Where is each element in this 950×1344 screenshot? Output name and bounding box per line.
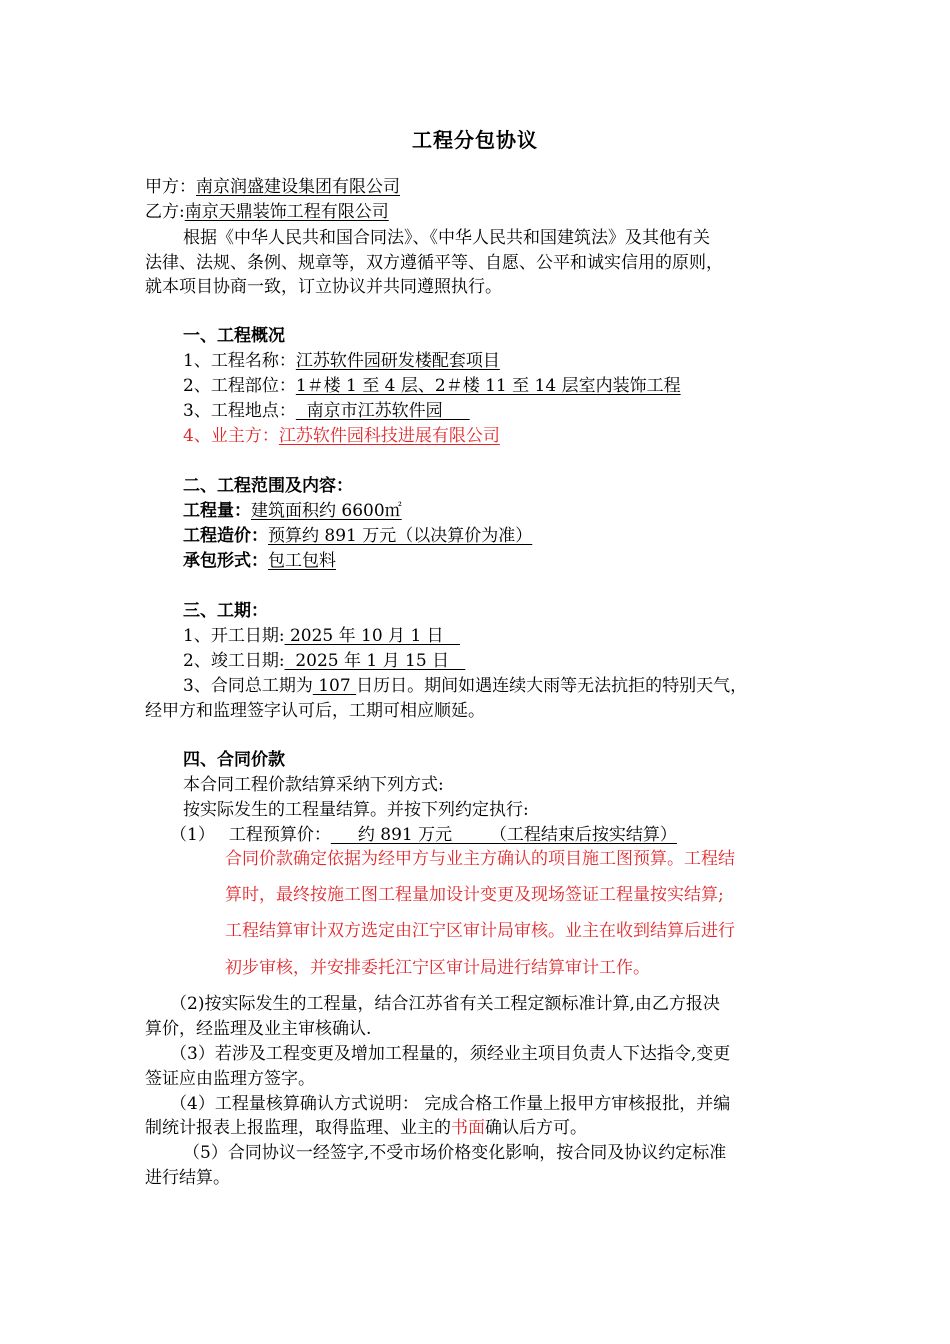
project-location [183, 400, 470, 422]
start-date-label: 1、开工日期: [183, 626, 285, 646]
item-2-line-2: 算价，经监理及业主审核确认. [145, 1019, 372, 1039]
contract-form-value: 包工包料 [268, 551, 336, 571]
budget-price-label: 工程预算价： [228, 825, 331, 845]
start-date-value: 2025 年 10 月 1 日 [284, 626, 460, 646]
project-part [183, 375, 681, 397]
end-date-value: 2025 年 1 月 15 日 [284, 651, 466, 671]
red-note-line-1: 合同价款确定依据为经甲方与业主方确认的项目施工图预算。工程结 [225, 849, 735, 869]
item-3-line-2: 签证应由监理方签字。 [145, 1069, 315, 1089]
work-quantity-value: 建筑面积约 6600㎡ [251, 501, 402, 521]
section-1-heading: 一、工程概况 [183, 326, 285, 346]
start-date [183, 625, 460, 647]
section-2-heading: 二、工程范围及内容： [183, 476, 353, 496]
project-name-label: 1、工程名称： [183, 351, 296, 371]
item-4-line-2-post: 确认后方可。 [485, 1118, 587, 1138]
project-part-value: 1＃楼 1 至 4 层、2＃楼 11 至 14 层室内装饰工程 [295, 376, 681, 396]
preamble-line-1: 根据《中华人民共和国合同法》、《中华人民共和国建筑法》及其他有关 [183, 228, 710, 248]
item-2-line-1: （2)按实际发生的工程量，结合江苏省有关工程定额标准计算,由乙方报决 [170, 994, 720, 1014]
total-duration-post: 日历日。期间如遇连续大雨等无法抗拒的特别天气， [356, 676, 748, 696]
end-date-label: 2、竣工日期: [183, 651, 285, 671]
section-4-intro-2: 按实际发生的工程量结算。并按下列约定执行: [183, 800, 529, 820]
party-a-label: 甲方： [145, 177, 196, 197]
preamble-line-3: 就本项目协商一致，订立协议并共同遵照执行。 [145, 277, 502, 297]
contract-form [183, 550, 336, 572]
party-b-label: 乙方: [145, 202, 185, 222]
project-owner-label: 4、业主方： [183, 426, 279, 446]
budget-price-number: （1） [170, 825, 215, 845]
red-note-line-3: 工程结算审计双方选定由江宁区审计局审核。业主在收到结算后进行 [225, 921, 735, 941]
contract-form-label: 承包形式： [183, 551, 268, 571]
project-owner-value: 江苏软件园科技进展有限公司 [278, 426, 500, 446]
red-note-line-4: 初步审核，并安排委托江宁区审计局进行结算审计工作。 [225, 958, 650, 978]
work-quantity-label: 工程量： [183, 501, 251, 521]
total-duration-value: 107 [312, 676, 357, 696]
item-4-line-1: （4）工程量核算确认方式说明： 完成合格工作量上报甲方审核报批，并编 [170, 1094, 731, 1114]
document-title: 工程分包协议 [412, 128, 538, 152]
item-4-line-2-red: 书面 [451, 1118, 485, 1138]
project-location-value: 南京市江苏软件园 [295, 401, 470, 421]
party-b [145, 201, 389, 223]
work-cost-value: 预算约 891 万元（以决算价为准） [268, 526, 533, 546]
party-a [145, 176, 400, 198]
end-date [183, 650, 465, 672]
item-4-line-2-pre: 制统计报表上报监理，取得监理、业主的 [145, 1118, 451, 1138]
section-3-heading: 三、工期： [183, 601, 268, 621]
project-part-label: 2、工程部位： [183, 376, 296, 396]
work-cost-label: 工程造价： [183, 526, 268, 546]
party-b-value: 南京天鼎装饰工程有限公司 [184, 202, 389, 222]
work-quantity [183, 500, 402, 522]
budget-price-value: 约 891 万元 （工程结束后按实结算） [330, 825, 677, 845]
project-owner [183, 425, 500, 447]
red-note-line-2: 算时，最终按施工图工程量加设计变更及现场签证工程量按实结算; [225, 885, 724, 905]
total-duration-line-2: 经甲方和监理签字认可后，工期可相应顺延。 [145, 701, 485, 721]
party-a-value: 南京润盛建设集团有限公司 [196, 177, 400, 197]
project-name-value: 江苏软件园研发楼配套项目 [295, 351, 500, 371]
preamble-line-2: 法律、法规、条例、规章等，双方遵循平等、自愿、公平和诚实信用的原则， [145, 253, 723, 273]
project-name [183, 350, 500, 372]
budget-price [170, 824, 677, 846]
item-4-line-2 [145, 1117, 587, 1139]
total-duration-pre: 3、合同总工期为 [183, 676, 313, 696]
item-5-line-2: 进行结算。 [145, 1168, 230, 1188]
item-3-line-1: （3）若涉及工程变更及增加工程量的，须经业主项目负责人下达指令,变更 [170, 1044, 731, 1064]
project-location-label: 3、工程地点： [183, 401, 296, 421]
section-4-intro-1: 本合同工程价款结算采纳下列方式: [183, 775, 444, 795]
item-5-line-1: （5）合同协议一经签字,不受市场价格变化影响，按合同及协议约定标准 [183, 1143, 727, 1163]
section-4-heading: 四、合同价款 [183, 750, 285, 770]
total-duration [183, 675, 747, 697]
work-cost [183, 525, 532, 547]
